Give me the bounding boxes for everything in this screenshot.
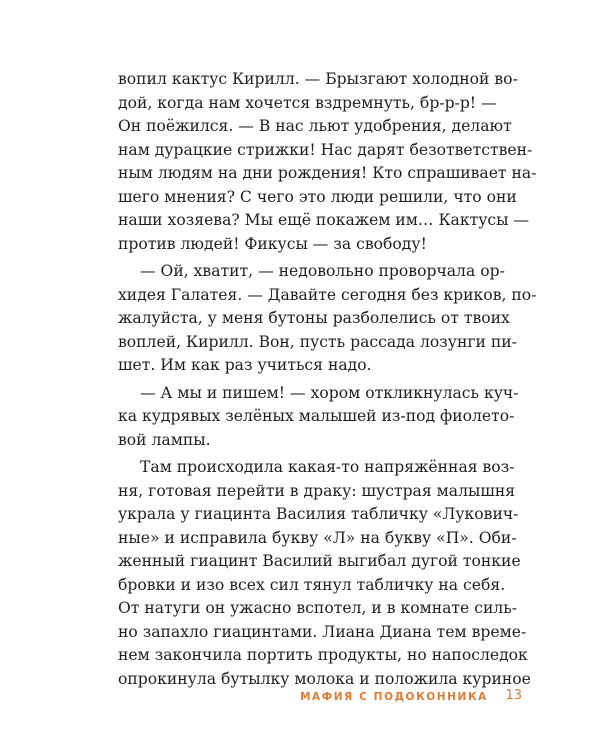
text-line: женный гиацинт Василий выгибал дугой тонкие: [118, 552, 521, 570]
text-line: ные» и исправила букву «Л» на букву «П». Оби-: [118, 528, 517, 547]
text-line: ным людям на дни рождения! Кто спрашивает на-: [118, 164, 537, 182]
page-number: 13: [505, 688, 522, 703]
page-footer: [300, 688, 522, 708]
text-line: шего мнения? С чего это люди решили, что они: [118, 187, 517, 206]
text-line: вопил кактус Кирилл. — Брызгают холодной во-: [118, 70, 518, 88]
paragraph-3: [118, 382, 519, 453]
text-line: жалуйста, у меня бутоны разболелись от твоих: [118, 309, 510, 327]
text-line: — Ой, хватит, — недовольно проворчала ор-: [140, 262, 505, 280]
text-line: От натуги он ужасно вспотел, и в комнате силь-: [118, 599, 518, 617]
text-line: опрокинула бутылку молока и положила куриное: [118, 669, 531, 688]
body-text: [118, 68, 537, 695]
text-line: но запахло гиацинтами. Лиана Диана тем време-: [118, 622, 527, 641]
text-line: хидея Галатея. — Давайте сегодня без криков, по-: [118, 285, 537, 304]
text-line: ня, готовая перейти в драку: шустрая малышня: [118, 481, 516, 500]
text-line: шет. Им как раз учиться надо.: [118, 356, 372, 374]
text-line: нем закончила портить продукты, но напоследок: [118, 646, 528, 664]
running-title: МАФИЯ С ПОДОКОННИКА: [300, 691, 488, 703]
text-line: нам дурацкие стрижки! Нас дарят безответствен-: [118, 140, 533, 159]
text-line: украла у гиацинта Василия табличку «Лукович-: [118, 505, 519, 523]
text-line: дой, когда нам хочется вздремнуть, бр-р-р! —: [118, 93, 497, 112]
text-line: наши хозяева? Мы ещё покажем им… Кактусы —: [118, 211, 530, 229]
paragraph-1: [118, 68, 537, 256]
text-line: Там происходила какая-то напряжённая воз-: [140, 458, 515, 476]
paragraph-2: [118, 260, 537, 378]
text-line: воплей, Кирилл. Вон, пусть рассада лозунги пи-: [118, 332, 517, 351]
text-line: Он поёжился. — В нас льют удобрения, делают: [118, 117, 512, 135]
text-line: ка кудрявых зелёных малышей из-под фиолето-: [118, 407, 515, 425]
text-line: вой лампы.: [118, 430, 211, 449]
text-line: — А мы и пишем! — хором откликнулась куч-: [140, 383, 519, 402]
text-line: бровки и изо всех сил тянул табличку на себя.: [118, 575, 506, 594]
paragraph-4: [118, 456, 531, 691]
text-line: против людей! Фикусы — за свободу!: [118, 234, 427, 253]
